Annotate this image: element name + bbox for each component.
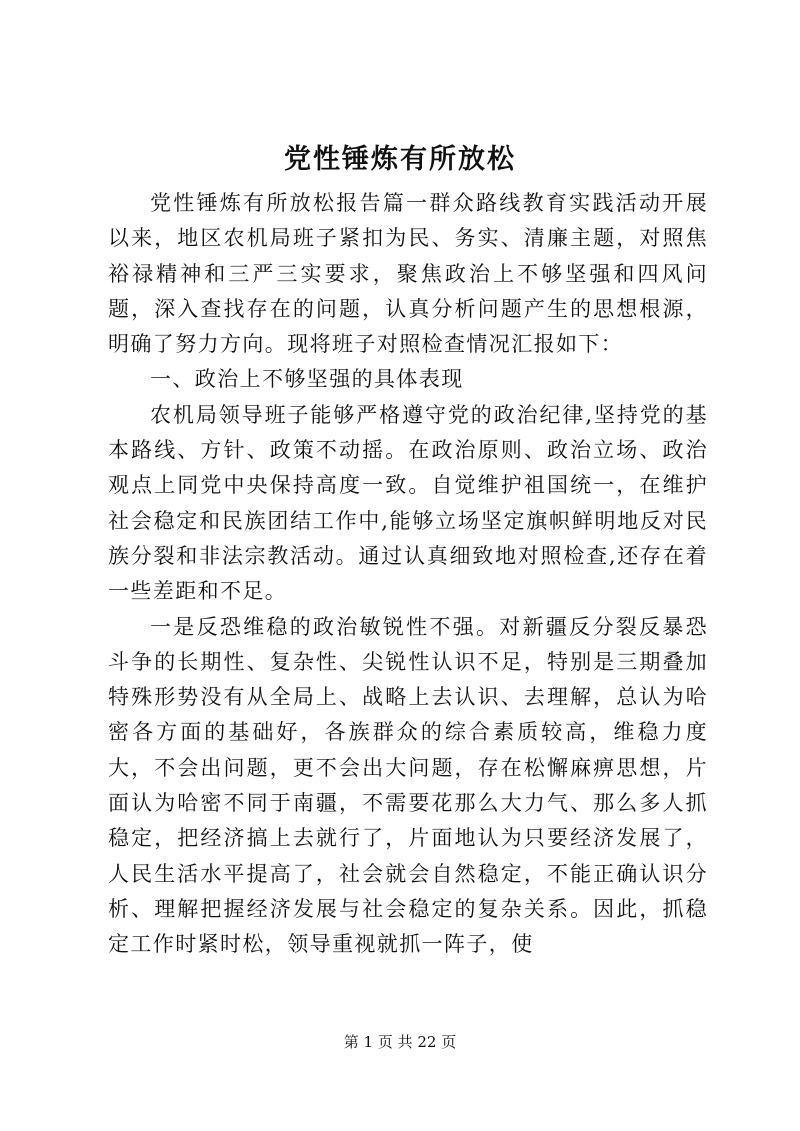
document-title: 党性锤炼有所放松 [284, 144, 516, 175]
paragraph-overview: 农机局领导班子能够严格遵守党的政治纪律,坚持党的基本路线、方针、政策不动摇。在政治原则、政治立场、政治观点上同党中央保持高度一致。自觉维护祖国统一，在维护社会稳定和民族团结工作中,能够立场坚定旗帜鲜明地反对民族分裂和非法宗教活动。通过认真细致地对照检查,还存在着一些差距和不足。 [108, 402, 708, 604]
document-body [108, 186, 708, 963]
section-heading: 一、政治上不够坚强的具体表现 [150, 367, 464, 392]
page-number: 第 1 页 共 22 页 [343, 1033, 457, 1051]
paragraph-point-one: 一是反恐维稳的政治敏锐性不强。对新疆反分裂反暴恐斗争的长期性、复杂性、尖锐性认识不足，特别是三期叠加特殊形势没有从全局上、战略上去认识、去理解，总认为哈密各方面的基础好，各族群众的综合素质较高，维稳力度大，不会出问题，更不会出大问题，存在松懈麻痹思想，片面认为哈密不同于南疆，不需要花那么大力气、那么多人抓稳定，把经济搞上去就行了，片面地认为只要经济发展了，人民生活水平提高了，社会就会自然稳定，不能正确认识分析、理解把握经济发展与社会稳定的复杂关系。因此，抓稳定工作时紧时松，领导重视就抓一阵子，使 [108, 614, 708, 957]
paragraph-intro: 党性锤炼有所放松报告篇一群众路线教育实践活动开展以来，地区农机局班子紧扣为民、务实、清廉主题，对照焦裕禄精神和三严三实要求，聚焦政治上不够坚强和四风问题，深入查找存在的问题，认真分析问题产生的思想根源，明确了努力方向。现将班子对照检查情况汇报如下： [108, 191, 708, 357]
